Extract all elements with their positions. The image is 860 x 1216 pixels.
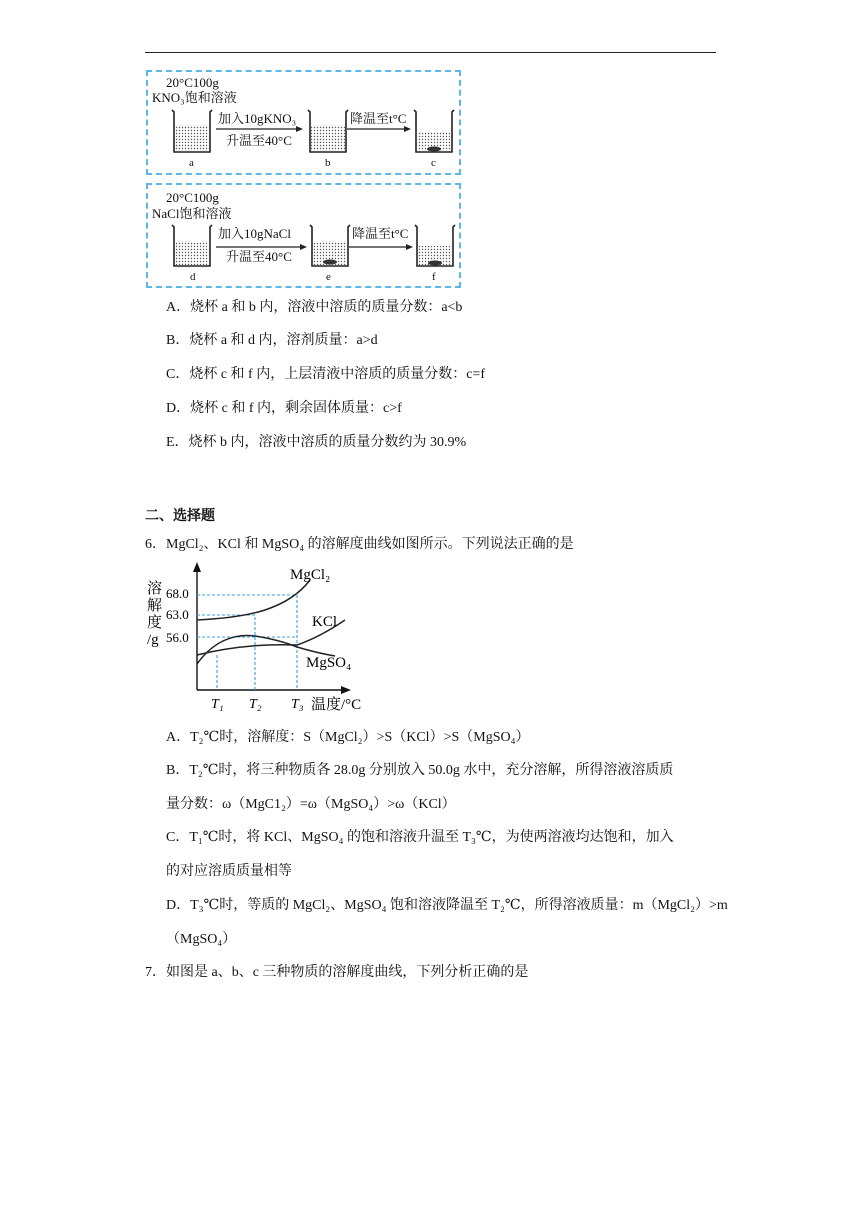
beaker-label-e: e xyxy=(326,271,331,283)
solubility-chart xyxy=(145,560,375,718)
fig2-title-line2: NaCl饱和溶液 xyxy=(152,206,232,221)
beaker-b-icon xyxy=(308,110,348,152)
q5-option-b: B．烧杯 a 和 d 内，溶剂质量：a>d xyxy=(166,333,378,348)
q7-stem: 7．如图是 a、b、c 三种物质的溶解度曲线，下列分析正确的是 xyxy=(145,965,529,980)
beaker-label-f: f xyxy=(432,271,436,283)
section-title: 二、选择题 xyxy=(145,509,215,524)
x-axis-label: 温度/°C xyxy=(311,697,362,713)
q6-option-c-line2: 的对应溶质质量相等 xyxy=(166,864,292,879)
x-tick-t1: T₁ xyxy=(211,697,224,712)
x-tick-t2: T₂ xyxy=(249,697,262,712)
fig1-arrow1-bottom-label: 升温至40°C xyxy=(226,133,292,148)
beaker-d-icon xyxy=(172,225,212,266)
y-tick-68: 68.0 xyxy=(166,586,189,601)
curve-mgcl2 xyxy=(197,580,310,620)
y-label-char-3: 度 xyxy=(147,615,163,631)
beaker-f-icon xyxy=(415,225,455,266)
fig1-drawing xyxy=(148,72,459,173)
x-tick-t3: T₃ xyxy=(291,697,304,712)
y-tick-56: 56.0 xyxy=(166,630,189,645)
beaker-e-icon xyxy=(310,225,350,266)
header-rule xyxy=(145,52,716,53)
x-axis-arrow-icon xyxy=(341,686,351,694)
q6-option-b-line2: 量分数：ω（MgC1₂）=ω（MgSO₄）>ω（KCl） xyxy=(166,797,456,812)
fig1-title-line2: KNO₃饱和溶液 xyxy=(152,90,237,105)
beaker-label-d: d xyxy=(190,271,196,283)
fig1-title-line1: 20°C100g xyxy=(166,75,219,90)
fig2-arrow1-bottom-label: 升温至40°C xyxy=(226,249,292,264)
fig1-arrow2-top-label: 降温至t°C xyxy=(350,111,407,126)
q5-option-c: C．烧杯 c 和 f 内，上层清液中溶质的质量分数：c=f xyxy=(166,367,485,382)
nacl-experiment-figure xyxy=(146,183,461,288)
q5-option-a: A．烧杯 a 和 b 内，溶液中溶质的质量分数：a<b xyxy=(166,300,463,315)
fig2-arrow1-top-label: 加入10gNaCl xyxy=(218,226,291,241)
q6-stem: 6．MgCl₂、KCl 和 MgSO₄ 的溶解度曲线如图所示。下列说法正确的是 xyxy=(145,537,574,552)
q6-option-d-line2: （MgSO₄） xyxy=(166,932,237,947)
series-label-mgso4: MgSO₄ xyxy=(306,655,352,671)
y-label-char-2: 解 xyxy=(147,598,163,614)
beaker-label-c: c xyxy=(431,157,436,169)
q6-option-b-line1: B．T₂℃时，将三种物质各 28.0g 分别放入 50.0g 水中，充分溶解，所得溶液溶质质 xyxy=(166,763,674,778)
q6-option-a: A．T₂℃时，溶解度：S（MgCl₂）>S（KCl）>S（MgSO₄） xyxy=(166,730,530,745)
fig1-arrow1-top-label: 加入10gKNO₃ xyxy=(218,111,297,126)
beaker-a-icon xyxy=(172,110,212,152)
beaker-c-icon xyxy=(414,110,454,152)
series-label-kcl: KCl xyxy=(312,614,338,630)
y-label-char-4: /g xyxy=(147,632,159,648)
q6-option-c-line1: C．T₁℃时，将 KCl、MgSO₄ 的饱和溶液升温至 T₃℃，为使两溶液均达饱和，加入 xyxy=(166,830,674,845)
q6-option-d-line1: D．T₃℃时，等质的 MgCl₂、MgSO₄ 饱和溶液降温至 T₂℃，所得溶液质量：m（MgCl₂）>m xyxy=(166,898,728,913)
beaker-label-b: b xyxy=(325,157,331,169)
y-label-char-1: 溶 xyxy=(147,581,163,597)
fig2-title-line1: 20°C100g xyxy=(166,190,219,205)
fig2-arrow2-top-label: 降温至t°C xyxy=(352,226,409,241)
kno3-experiment-figure xyxy=(146,70,461,175)
q5-option-d: D．烧杯 c 和 f 内，剩余固体质量：c>f xyxy=(166,401,402,416)
y-axis-arrow-icon xyxy=(193,562,201,572)
q5-option-e: E．烧杯 b 内，溶液中溶质的质量分数约为 30.9% xyxy=(166,435,467,450)
beaker-label-a: a xyxy=(189,157,194,169)
series-label-mgcl2: MgCl₂ xyxy=(290,567,331,583)
y-tick-63: 63.0 xyxy=(166,607,189,622)
